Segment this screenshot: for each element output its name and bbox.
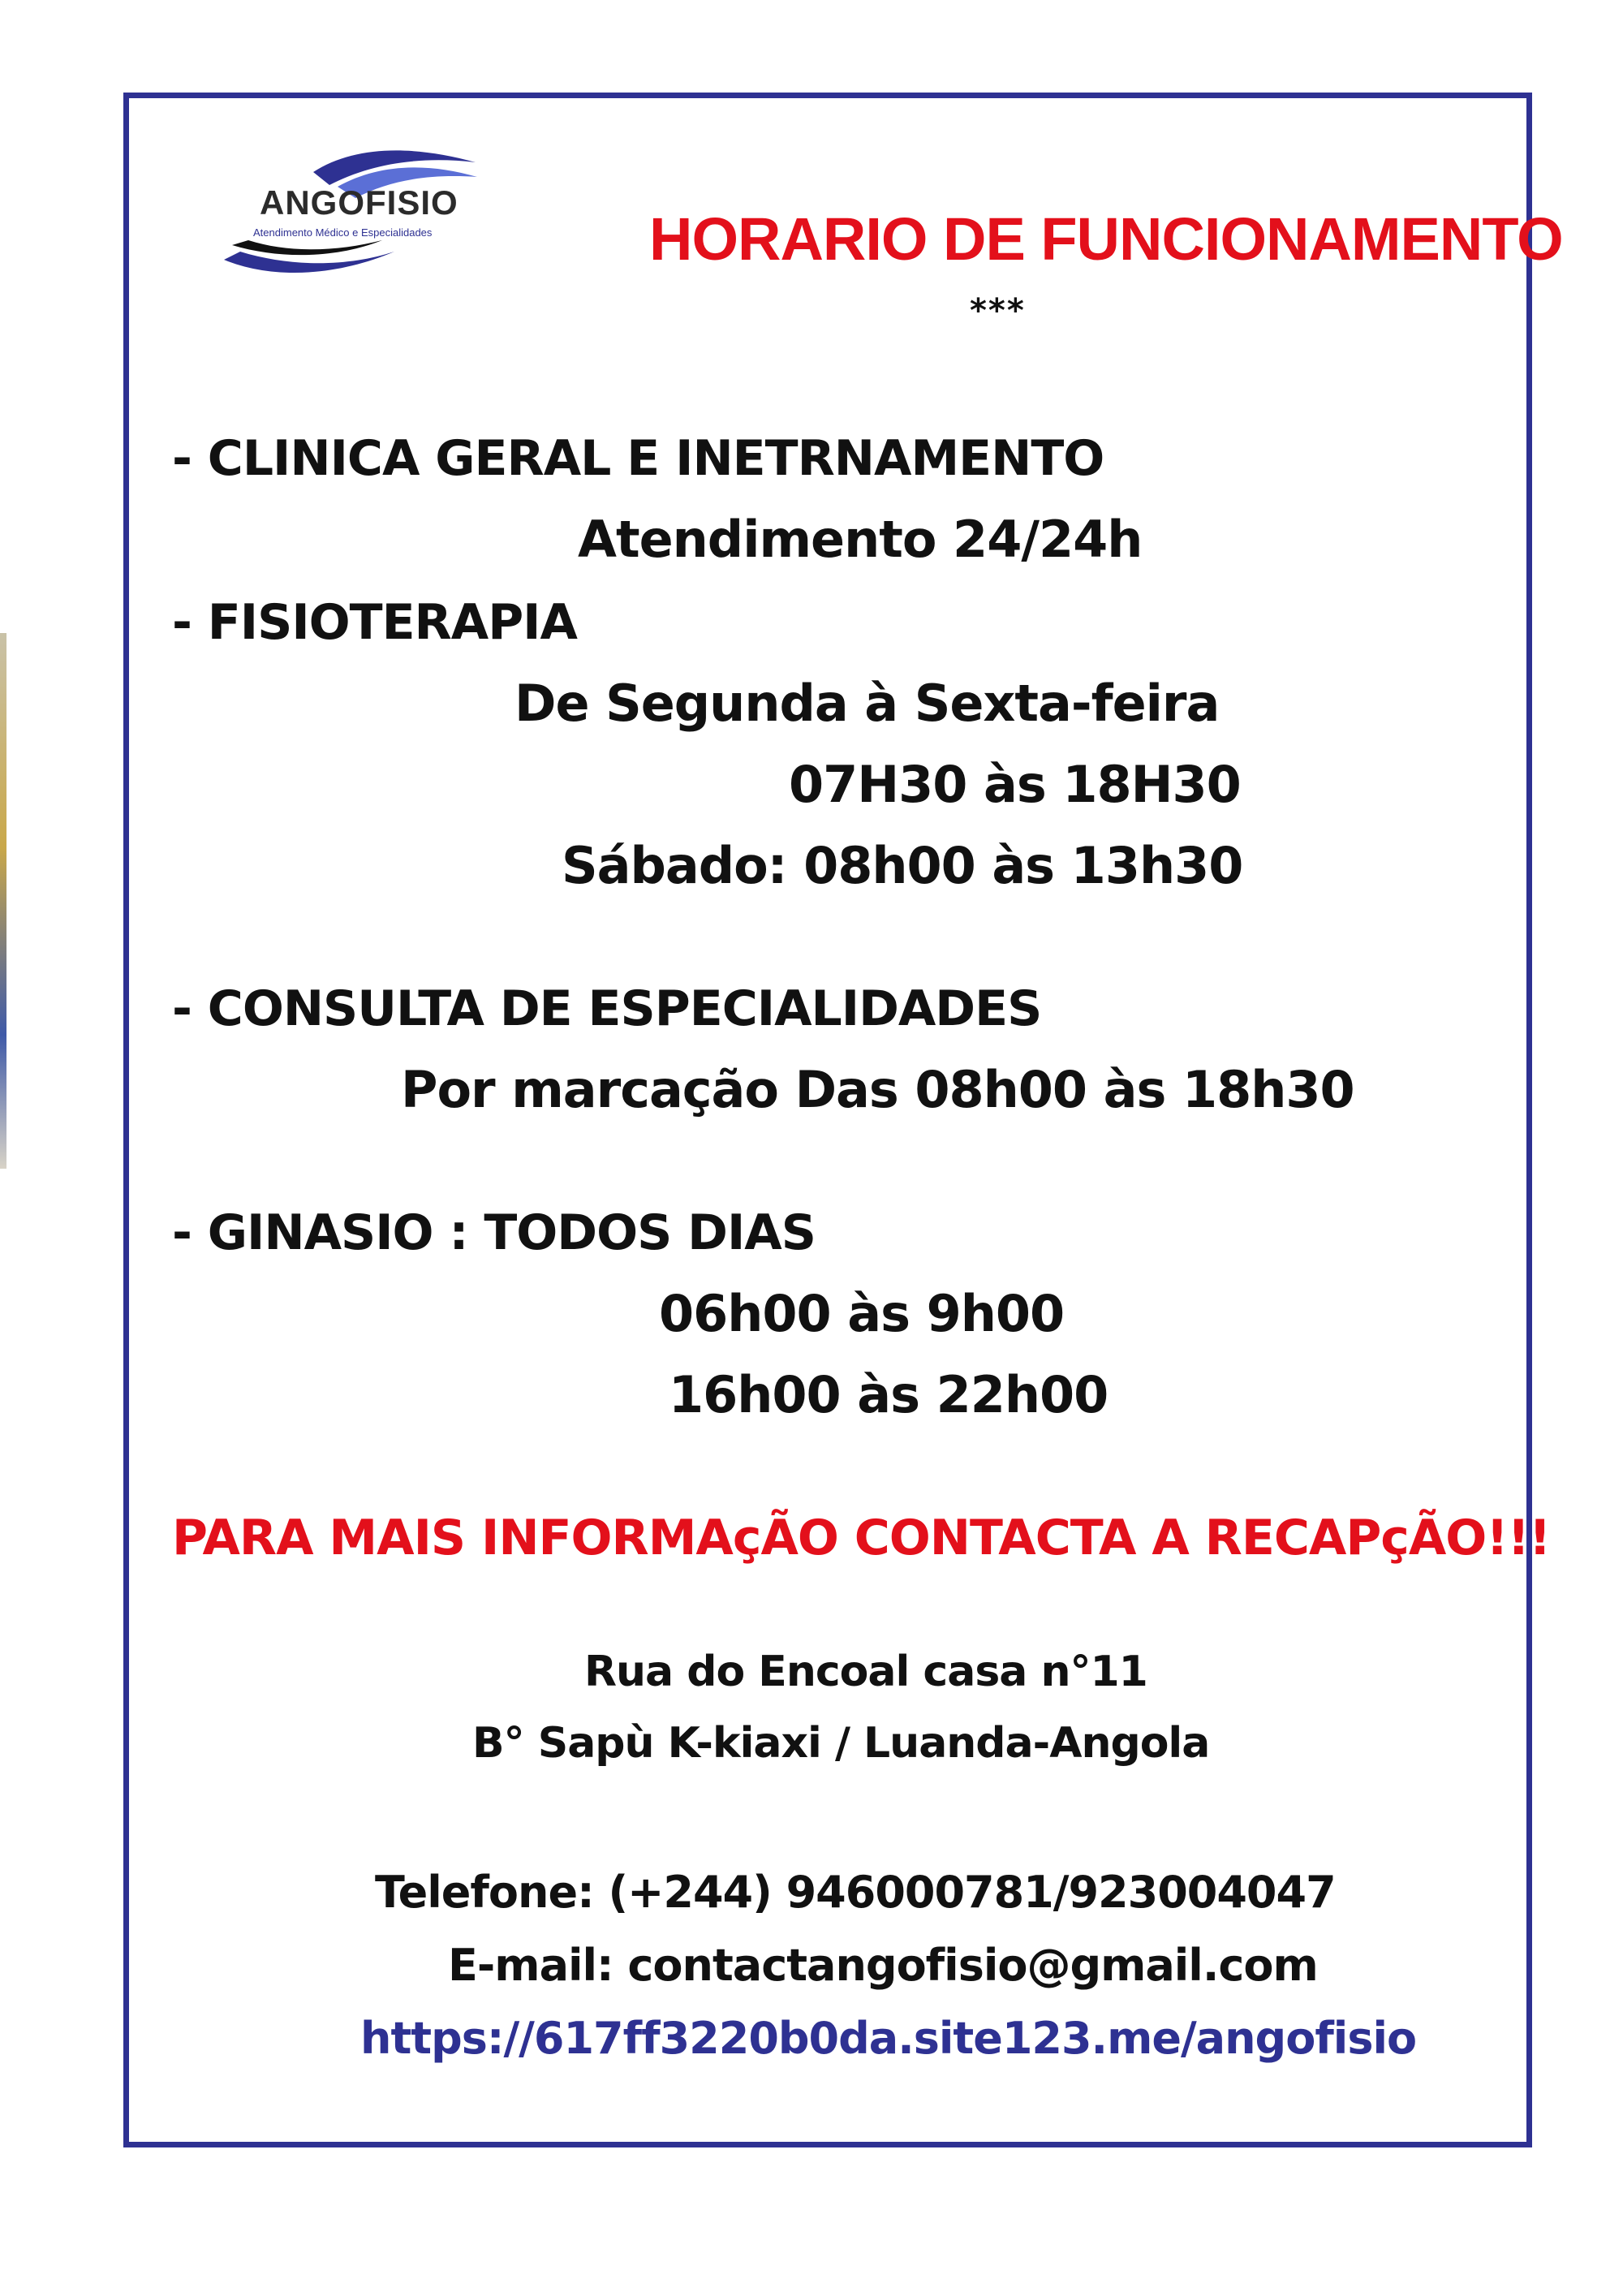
address-district: B° Sapù K-kiaxi / Luanda-Angola [472, 1719, 1210, 1768]
page-title: HORARIO DE FUNCIONAMENTO [649, 205, 1563, 273]
fisioterapia-weekdays: De Segunda à Sexta-feira [514, 674, 1220, 733]
logo-tagline: Atendimento Médico e Especialidades [253, 226, 433, 239]
title-ornament: *** [970, 292, 1026, 330]
website-link[interactable]: https://617ff3220b0da.site123.me/angofisio [360, 2013, 1417, 2064]
section-heading-ginasio: - GINASIO : TODOS DIAS [172, 1204, 816, 1261]
consulta-hours: Por marcação Das 08h00 às 18h30 [401, 1060, 1354, 1119]
contact-phone: Telefone: (+244) 946000781/923004047 [375, 1867, 1336, 1918]
address-street: Rua do Encoal casa n°11 [584, 1648, 1147, 1696]
fisioterapia-saturday: Sábado: 08h00 às 13h30 [562, 836, 1243, 895]
section-heading-fisioterapia: - FISIOTERAPIA [172, 594, 577, 651]
section-heading-clinica: - CLINICA GERAL E INETRNAMENTO [172, 430, 1104, 487]
ginasio-morning-hours: 06h00 às 9h00 [659, 1284, 1065, 1343]
logo-wordmark: ANGOFISIO [260, 183, 458, 222]
poster-frame [123, 93, 1532, 2147]
info-notice: PARA MAIS INFORMAçÃO CONTACTA A RECAPçÃO!!! [172, 1510, 1551, 1566]
clinica-hours: Atendimento 24/24h [578, 510, 1143, 569]
ginasio-evening-hours: 16h00 às 22h00 [669, 1365, 1109, 1424]
section-heading-consulta: - CONSULTA DE ESPECIALIDADES [172, 980, 1042, 1037]
left-edge-photo-strip [0, 633, 6, 1169]
contact-email: E-mail: contactangofisio@gmail.com [448, 1940, 1318, 1991]
fisioterapia-weekday-hours: 07H30 às 18H30 [789, 755, 1241, 814]
